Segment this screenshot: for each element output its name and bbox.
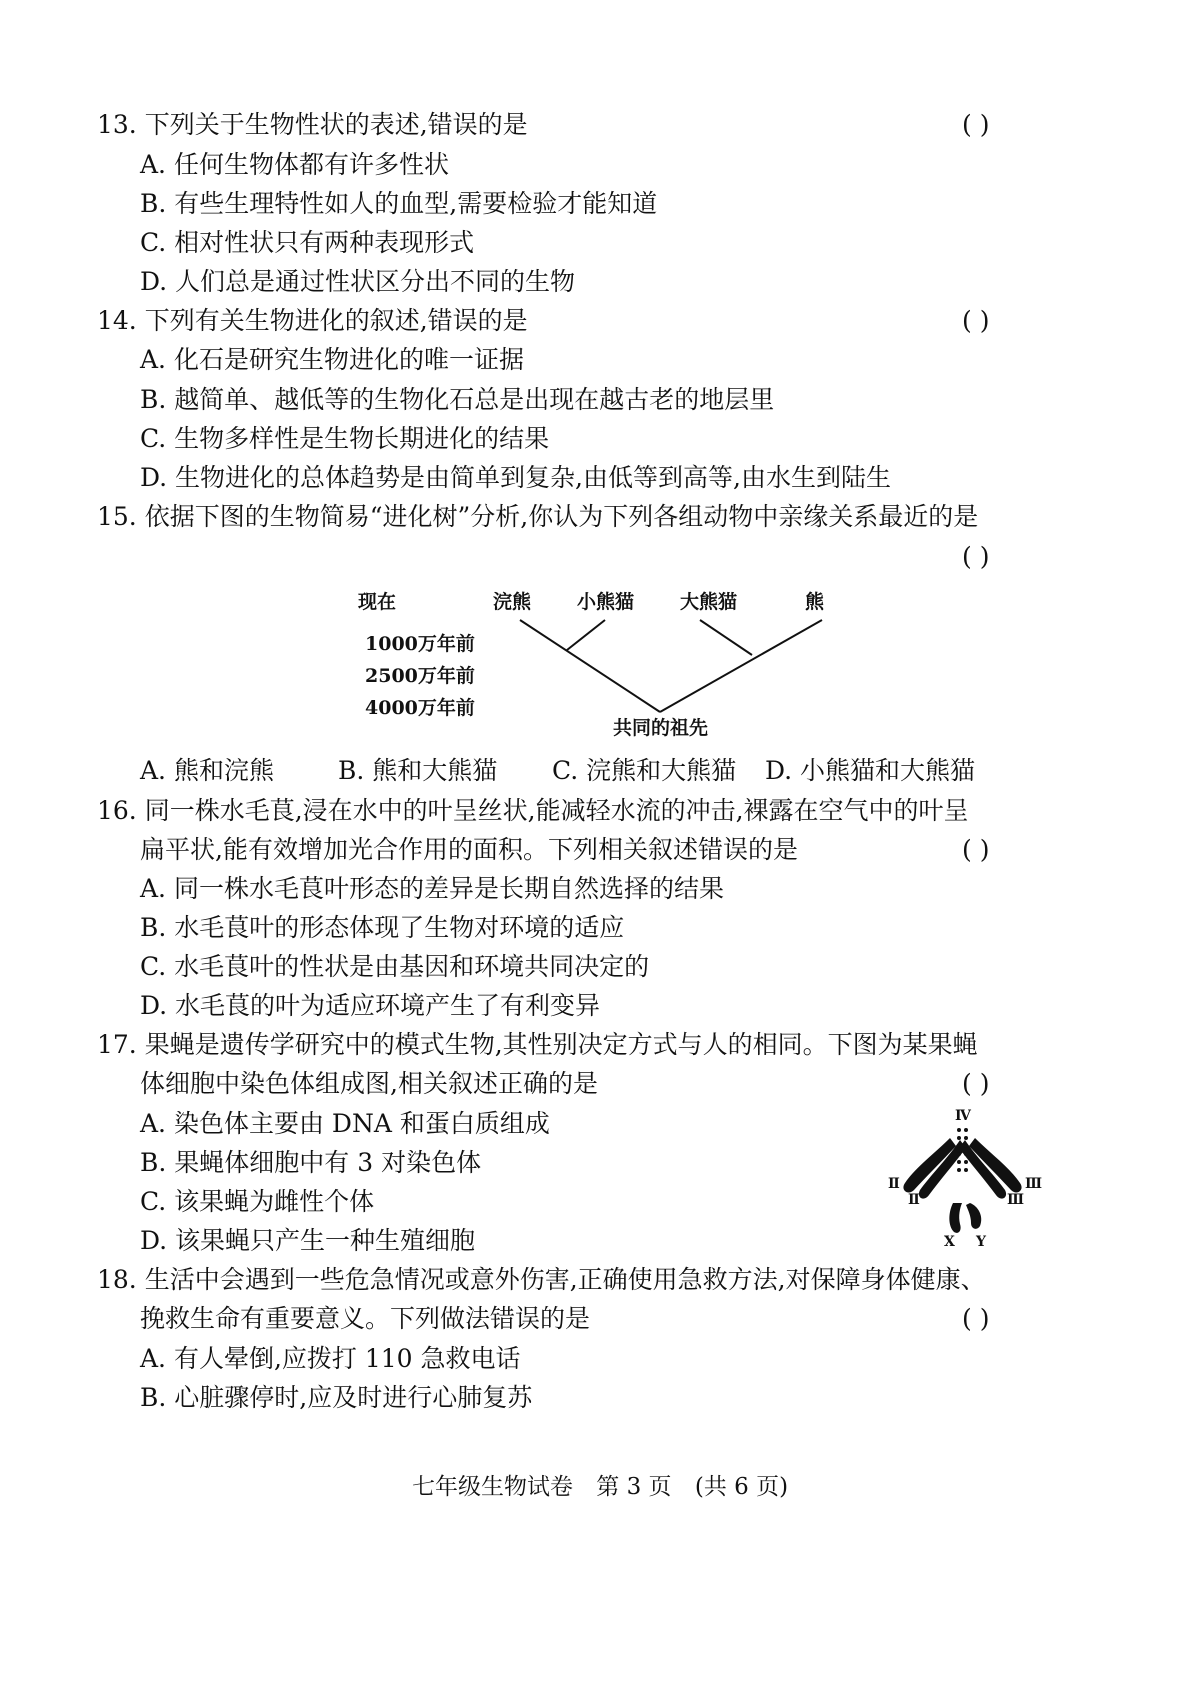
q15-option-c: C. 浣熊和大熊猫	[552, 756, 737, 785]
q18-option-a: A. 有人晕倒,应拨打 110 急救电话	[140, 1344, 521, 1373]
tree-branch-raccoon	[520, 620, 660, 712]
page-footer	[0, 1472, 1200, 1502]
q13-answer-paren[interactable]: ( )	[962, 110, 990, 139]
q16-option-b: B. 水毛茛叶的形态体现了生物对环境的适应	[140, 913, 625, 942]
q14-option-d: D. 生物进化的总体趋势是由简单到复杂,由低等到高等,由水生到陆生	[140, 463, 891, 492]
q18-answer-paren[interactable]: ( )	[962, 1304, 990, 1333]
tree-ancestor-label: 共同的祖先	[613, 717, 709, 739]
chromosome-y	[966, 1203, 981, 1229]
q16-option-c: C. 水毛茛叶的性状是由基因和环境共同决定的	[140, 952, 650, 981]
chromosome-label-y: Y	[976, 1234, 986, 1250]
chromosome-figure	[880, 1108, 1045, 1258]
tree-animal-raccoon: 浣熊	[493, 591, 532, 613]
chromosome-iv-dot	[964, 1136, 968, 1140]
tree-branch-giant-panda	[700, 620, 752, 655]
tree-animal-red-panda: 小熊猫	[577, 591, 635, 613]
chromosome-label-ii-inner: Ⅱ	[908, 1192, 920, 1208]
tree-time-25m: 2500万年前	[365, 665, 475, 687]
q15-stem: 15. 依据下图的生物简易“进化树”分析,你认为下列各组动物中亲缘关系最近的是	[97, 502, 979, 531]
chromosome-iv-dot	[957, 1152, 961, 1156]
q15-answer-paren[interactable]: ( )	[962, 542, 990, 571]
chromosome-label-iii-inner: Ⅲ	[1007, 1192, 1025, 1208]
chromosome-label-iv: Ⅳ	[955, 1108, 971, 1124]
q13-option-c: C. 相对性状只有两种表现形式	[140, 228, 475, 257]
chromosome-iv-dot	[964, 1128, 968, 1132]
q17-answer-paren[interactable]: ( )	[962, 1069, 990, 1098]
q15-option-b: B. 熊和大熊猫	[338, 756, 498, 785]
chromosome-iv-dot	[964, 1152, 968, 1156]
chromosome-label-x: X	[944, 1234, 955, 1250]
tree-branch-bear	[660, 620, 822, 712]
chromosome-iv-dot	[957, 1168, 961, 1172]
chromosome-label-iii-outer: Ⅲ	[1025, 1176, 1043, 1192]
q15-option-d: D. 小熊猫和大熊猫	[765, 756, 976, 785]
q13-option-b: B. 有些生理特性如人的血型,需要检验才能知道	[140, 189, 658, 218]
q17-stem-line2: 体细胞中染色体组成图,相关叙述正确的是	[140, 1069, 598, 1098]
chromosome-iv-dot	[957, 1136, 961, 1140]
q16-option-a: A. 同一株水毛茛叶形态的差异是长期自然选择的结果	[140, 874, 724, 903]
tree-animal-bear: 熊	[805, 591, 825, 613]
q17-option-d: D. 该果蝇只产生一种生殖细胞	[140, 1226, 476, 1255]
chromosome-iv-dot	[957, 1160, 961, 1164]
q18-stem-line2: 挽救生命有重要意义。下列做法错误的是	[140, 1304, 591, 1333]
chromosome-iv-dot	[964, 1160, 968, 1164]
tree-time-10m: 1000万年前	[365, 633, 475, 655]
q14-option-a: A. 化石是研究生物进化的唯一证据	[140, 345, 524, 374]
tree-branch-red-panda	[567, 620, 605, 650]
tree-time-40m: 4000万年前	[365, 697, 475, 719]
q16-answer-paren[interactable]: ( )	[962, 835, 990, 864]
q18-option-b: B. 心脏骤停时,应及时进行心肺复苏	[140, 1383, 533, 1412]
chromosome-iv-dot	[964, 1144, 968, 1148]
chromosome-iv-dot	[957, 1128, 961, 1132]
q14-answer-paren[interactable]: ( )	[962, 306, 990, 335]
q17-option-b: B. 果蝇体细胞中有 3 对染色体	[140, 1148, 482, 1177]
footer-page-number: 第 3 页	[596, 1474, 672, 1500]
q16-stem-line1: 16. 同一株水毛茛,浸在水中的叶呈丝状,能减轻水流的冲击,裸露在空气中的叶呈	[97, 796, 969, 825]
chromosome-label-ii-outer: Ⅱ	[888, 1176, 900, 1192]
chromosome-iv-dot	[964, 1168, 968, 1172]
q13-option-d: D. 人们总是通过性状区分出不同的生物	[140, 267, 576, 296]
footer-title: 七年级生物试卷	[411, 1474, 573, 1500]
q14-stem: 14. 下列有关生物进化的叙述,错误的是	[97, 306, 528, 335]
q18-stem-line1: 18. 生活中会遇到一些危急情况或意外伤害,正确使用急救方法,对保障身体健康、	[97, 1265, 986, 1294]
footer-total-pages: (共 6 页)	[694, 1474, 789, 1500]
q13-stem: 13. 下列关于生物性状的表述,错误的是	[97, 110, 528, 139]
chromosome-x	[949, 1203, 962, 1233]
tree-animal-giant-panda: 大熊猫	[680, 591, 738, 613]
q17-option-a: A. 染色体主要由 DNA 和蛋白质组成	[140, 1109, 550, 1138]
q17-option-c: C. 该果蝇为雌性个体	[140, 1187, 375, 1216]
q16-option-d: D. 水毛茛的叶为适应环境产生了有利变异	[140, 991, 601, 1020]
q16-stem-line2: 扁平状,能有效增加光合作用的面积。下列相关叙述错误的是	[140, 835, 798, 864]
q14-option-c: C. 生物多样性是生物长期进化的结果	[140, 424, 550, 453]
q13-option-a: A. 任何生物体都有许多性状	[140, 150, 449, 179]
q15-option-a: A. 熊和浣熊	[140, 756, 274, 785]
chromosome-iv-dot	[957, 1144, 961, 1148]
q17-stem-line1: 17. 果蝇是遗传学研究中的模式生物,其性别决定方式与人的相同。下图为某果蝇	[97, 1030, 978, 1059]
tree-now-label: 现在	[358, 591, 397, 613]
q14-option-b: B. 越简单、越低等的生物化石总是出现在越古老的地层里	[140, 385, 775, 414]
